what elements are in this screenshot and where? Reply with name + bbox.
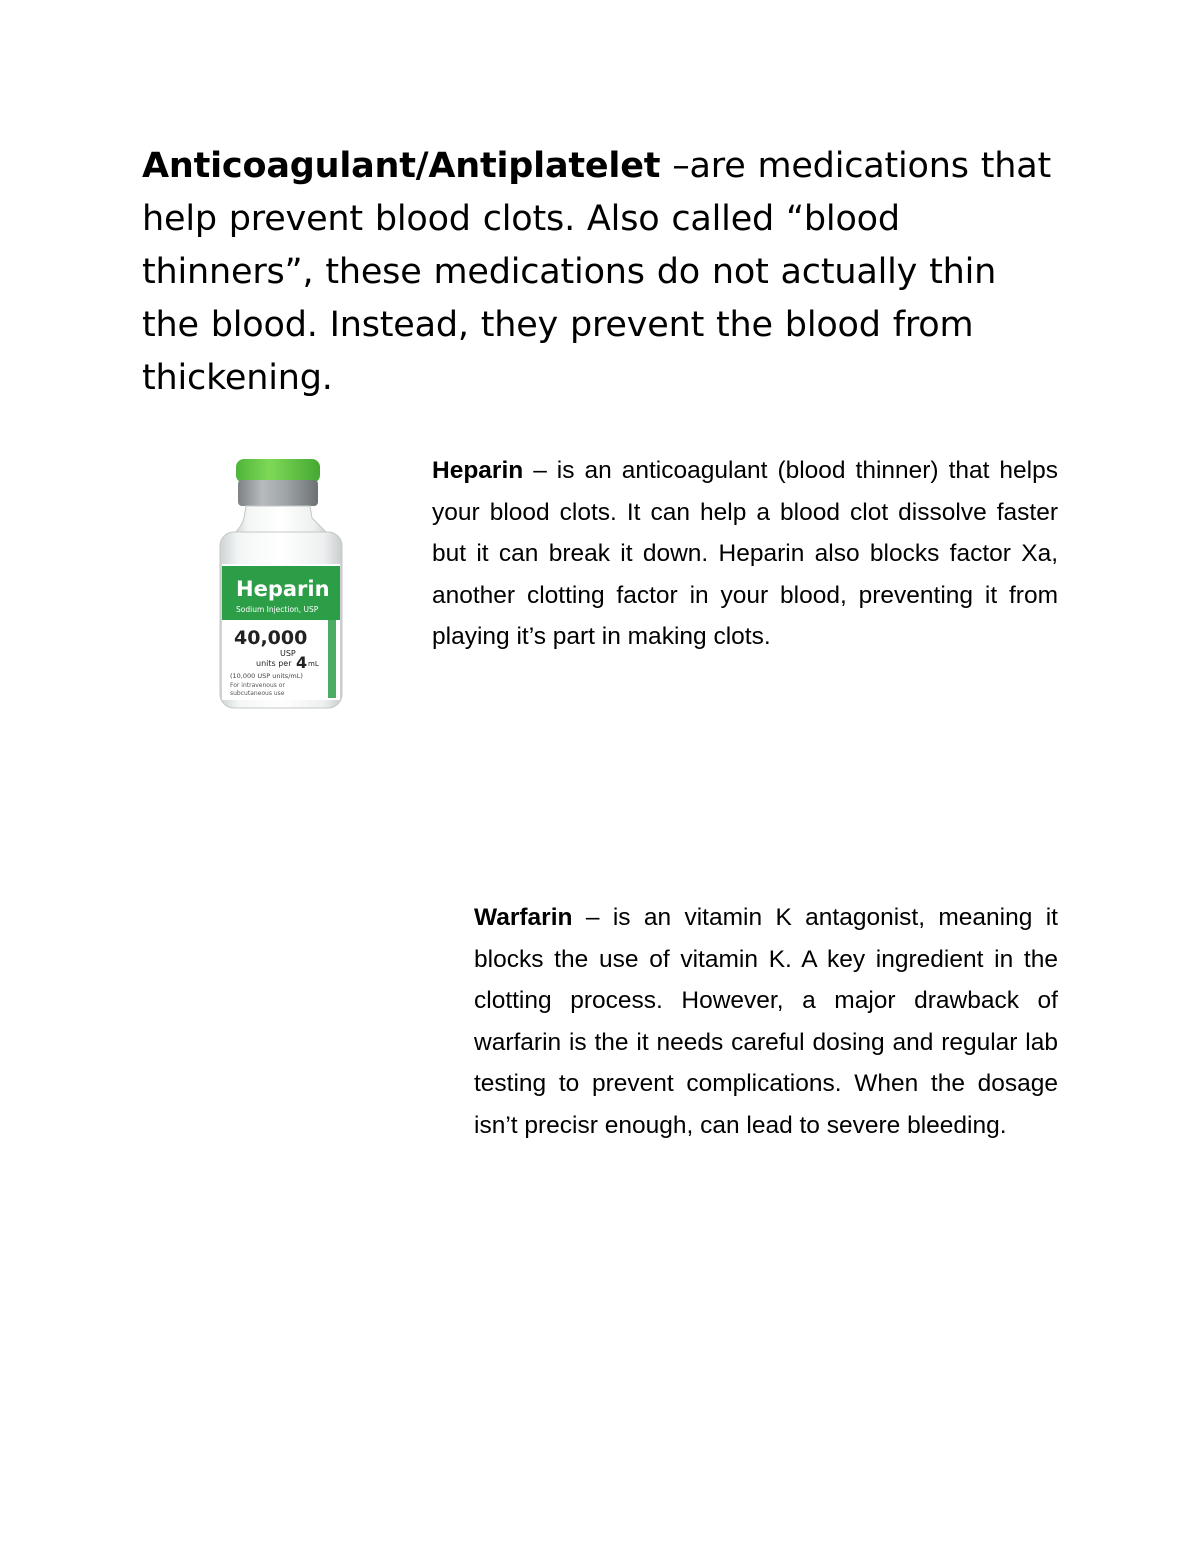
vial-label-name: Heparin (236, 577, 330, 601)
heparin-term: Heparin (432, 457, 524, 484)
vial-cap-shape (236, 459, 320, 483)
vial-label-strength: 40,000 (234, 627, 308, 649)
warfarin-paragraph (474, 897, 1058, 1146)
warfarin-text: – is an vitamin K antagonist, meaning it blocks the use of vitamin K. A key ingredient in the clotting process. However, a major drawback of warfarin is the it needs careful dosing and regular lab testing to prevent complications. When the dosage isn’t precisr enough, can lead to severe bleeding. (474, 904, 1058, 1139)
vial-label-units: units per (256, 659, 292, 668)
vial-crimp-shape (238, 480, 318, 506)
vial-label-per-ml: (10,000 USP units/mL) (230, 672, 303, 680)
vial-label-volume: 4 (296, 653, 308, 672)
heparin-paragraph (432, 450, 1058, 658)
vial-label-route2: subcutaneous use (230, 690, 285, 697)
warfarin-term: Warfarin (474, 904, 573, 931)
intro-term: Anticoagulant/Antiplatelet (142, 146, 661, 186)
vial-label-ml: mL (308, 660, 319, 668)
intro-text: –are medications that help prevent blood clots. Also called “blood thinners”, these medications do not actually thin the blood. Instead, they prevent the blood from thickening. (142, 146, 1051, 398)
vial-label-stripe (328, 620, 336, 698)
heparin-vial-image (216, 456, 346, 712)
vial-neck-shape (234, 506, 328, 534)
intro-paragraph (142, 140, 1062, 405)
vial-label-usp: USP (280, 649, 296, 658)
heparin-text: – is an anticoagulant (blood thinner) that helps your blood clots. It can help a blood clot dissolve faster but it can break it down. Heparin also blocks factor Xa, another clotting factor in your blood, preventing it from playing it’s part in making clots. (432, 457, 1058, 650)
vial-label-route1: For intravenous or (230, 682, 285, 689)
vial-label-sub: Sodium Injection, USP (236, 605, 319, 614)
